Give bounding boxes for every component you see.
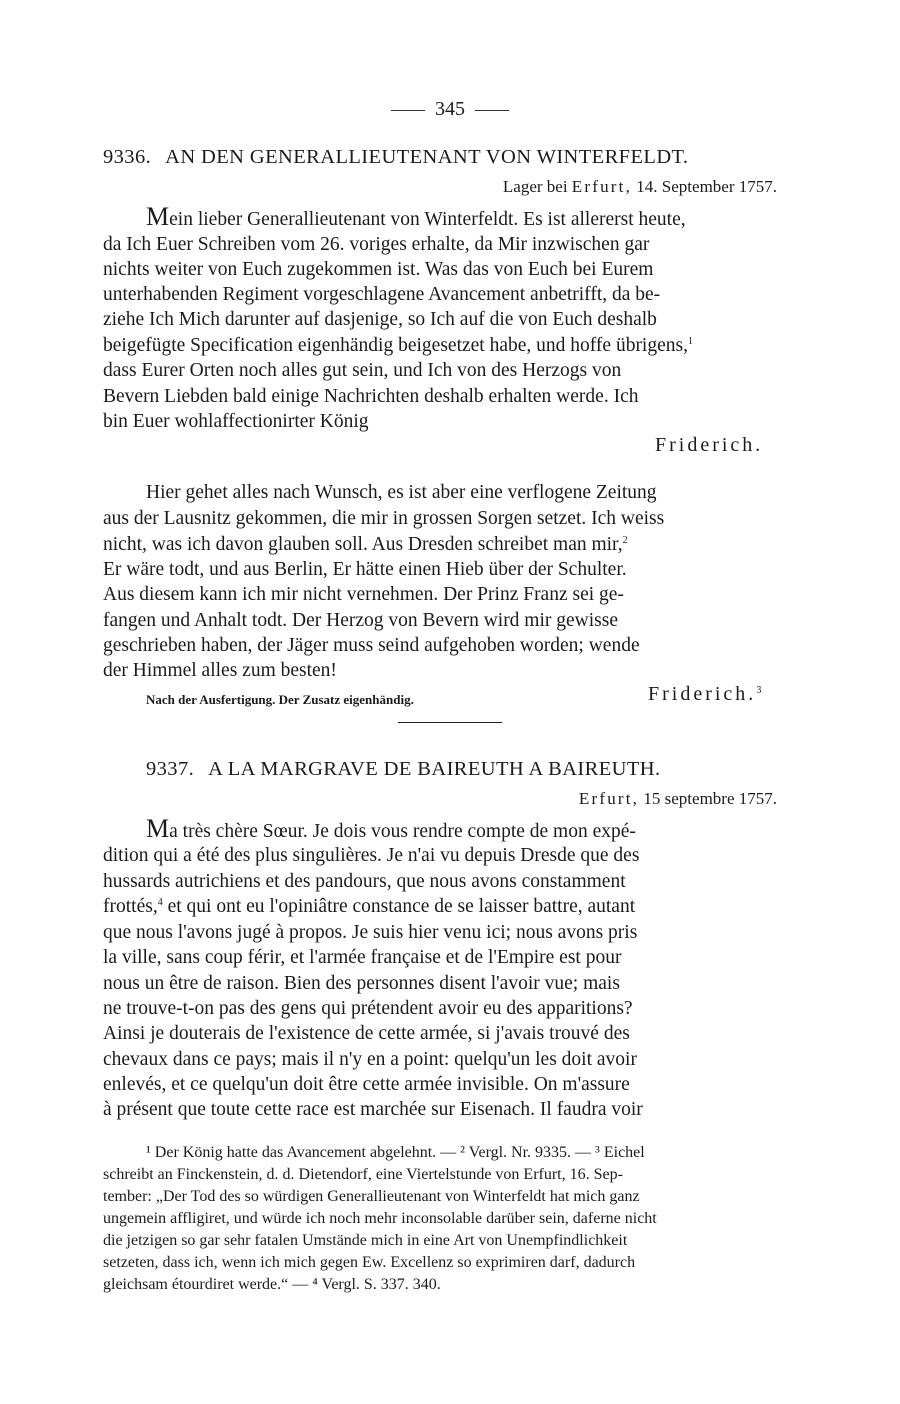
body-line: enlevés, et ce quelqu'un doit être cette armée invisible. On m'assure [103, 1074, 630, 1095]
dateline-place: Erfurt, [571, 177, 633, 196]
postscript-line: fangen und Anhalt todt. Der Herzog von Bevern wird mir gewisse [103, 610, 618, 631]
body-line [146, 204, 686, 232]
body-line: hussards autrichiens et des pandours, que nous avons constamment [103, 871, 626, 892]
page-number [0, 98, 900, 121]
dateline-date: 15 septembre 1757. [643, 789, 777, 808]
line-text: nicht, was ich davon glauben soll. Aus Dresden schreibet man mir, [103, 534, 623, 555]
body-line: ne trouve-t-on pas des gens qui prétendent avoir eu des apparitions? [103, 998, 633, 1019]
footnote-line: tember: „Der Tod des so würdigen Generallieutenant von Winterfeldt hat mich ganz [103, 1188, 640, 1205]
letter-dateline [503, 177, 777, 197]
line-text: ein lieber Generallieutenant von Winterfeldt. Es ist allererst heute, [169, 209, 686, 230]
footnote-line: schreibt an Finckenstein, d. d. Dietendorf, eine Viertelstunde von Erfurt, 16. Sep- [103, 1166, 623, 1183]
source-note: Nach der Ausfertigung. Der Zusatz eigenhändig. [146, 692, 414, 707]
footnote-line: ungemein affligiret, und würde ich noch mehr inconsolable darüber sein, daferne nicht [103, 1210, 657, 1227]
body-line: unterhabenden Regiment vorgeschlagene Avancement anbetrifft, da be- [103, 284, 661, 305]
body-line: la ville, sans coup férir, et l'armée française et de l'Empire est pour [103, 947, 622, 968]
footnote-line: setzeten, dass ich, wenn ich mich gegen Ew. Excellenz so exprimiren darf, dadurch [103, 1254, 636, 1271]
line-text: beigefügte Specification eigenhändig beigesetzet habe, und hoffe übrigens, [103, 335, 688, 356]
initial-letter: M [146, 814, 170, 843]
letter-heading-9337 [146, 758, 660, 781]
signature: Friderich. [655, 434, 764, 456]
footnote-line: gleichsam étourdiret werde.“ — ⁴ Vergl. S. 337. 340. [103, 1276, 441, 1293]
body-line: ziehe Ich Mich darunter auf dasjenige, so Ich auf die von Euch deshalb [103, 309, 657, 330]
page-number-value: 345 [435, 98, 465, 120]
body-line: chevaux dans ce pays; mais il n'y en a point: quelqu'un les doit avoir [103, 1049, 637, 1070]
section-divider [398, 722, 502, 723]
body-line [103, 333, 693, 358]
postscript-line: aus der Lausnitz gekommen, die mir in grossen Sorgen setzet. Ich weiss [103, 508, 665, 529]
line-text: et qui ont eu l'opiniâtre constance de se laisser battre, autant [162, 896, 636, 917]
postscript-line: Aus diesem kann ich mir nicht vernehmen. Der Prinz Franz sei ge- [103, 584, 624, 605]
page-number-right-dash [475, 110, 509, 111]
dateline-prefix: Lager bei [502, 177, 568, 196]
footnote-marker: 4 [157, 897, 163, 908]
letter-title: A LA MARGRAVE DE BAIREUTH A BAIREUTH. [208, 758, 661, 780]
letter-dateline [579, 789, 777, 809]
body-line: Ainsi je douterais de l'existence de cette armée, si j'avais trouvé des [103, 1023, 630, 1044]
body-line: que nous l'avons jugé à propos. Je suis hier venu ici; nous avons pris [103, 922, 638, 943]
postscript-line: der Himmel alles zum besten! [103, 660, 337, 681]
footnote-marker: 3 [756, 685, 765, 696]
body-line: à présent que toute cette race est marchée sur Eisenach. Il faudra voir [103, 1099, 643, 1120]
signature-postscript [648, 683, 764, 706]
body-line: nous un être de raison. Bien des personnes disent l'avoir vue; mais [103, 973, 620, 994]
line-text: frottés, [103, 896, 158, 917]
body-line [146, 816, 636, 844]
postscript-line: Er wäre todt, und aus Berlin, Er hätte einen Hieb über der Schulter. [103, 559, 627, 580]
postscript-line: geschrieben haben, der Jäger muss seind aufgehoben worden; wende [103, 635, 640, 656]
footnote-marker: 2 [622, 535, 628, 546]
letter-title: AN DEN GENERALLIEUTENANT VON WINTERFELDT. [165, 146, 689, 168]
body-line: nichts weiter von Euch zugekommen ist. Was das von Euch bei Eurem [103, 259, 654, 280]
body-line: dass Eurer Orten noch alles gut sein, und Ich von des Herzogs von [103, 360, 622, 381]
dateline-date: 14. September 1757. [636, 177, 777, 196]
postscript-line: Hier gehet alles nach Wunsch, es ist aber eine verflogene Zeitung [146, 482, 657, 503]
body-line: da Ich Euer Schreiben vom 26. voriges erhalte, da Mir inzwischen gar [103, 234, 650, 255]
signature-text: Friderich. [648, 683, 757, 705]
dateline-place: Erfurt, [578, 789, 640, 808]
body-line: Bevern Liebden bald einige Nachrichten deshalb erhalten werde. Ich [103, 386, 639, 407]
page-number-left-dash [391, 110, 425, 111]
letter-number: 9337. [146, 758, 195, 780]
initial-letter: M [146, 202, 170, 231]
footnote-line: die jetzigen so gar sehr fatalen Umstände mich in eine Art von Unempfindlichkeit [103, 1232, 628, 1249]
postscript-line [103, 532, 628, 557]
footnote-marker: 1 [687, 336, 693, 347]
letter-number: 9336. [103, 146, 152, 168]
letter-heading-9336 [103, 146, 688, 169]
body-line: dition qui a été des plus singulières. Je n'ai vu depuis Dresde que des [103, 845, 640, 866]
line-text: a très chère Sœur. Je dois vous rendre compte de mon expé- [169, 821, 636, 842]
body-line [103, 894, 635, 919]
footnote-line: ¹ Der König hatte das Avancement abgelehnt. — ² Vergl. Nr. 9335. — ³ Eichel [146, 1144, 645, 1161]
body-line: bin Euer wohlaffectionirter König [103, 411, 369, 432]
